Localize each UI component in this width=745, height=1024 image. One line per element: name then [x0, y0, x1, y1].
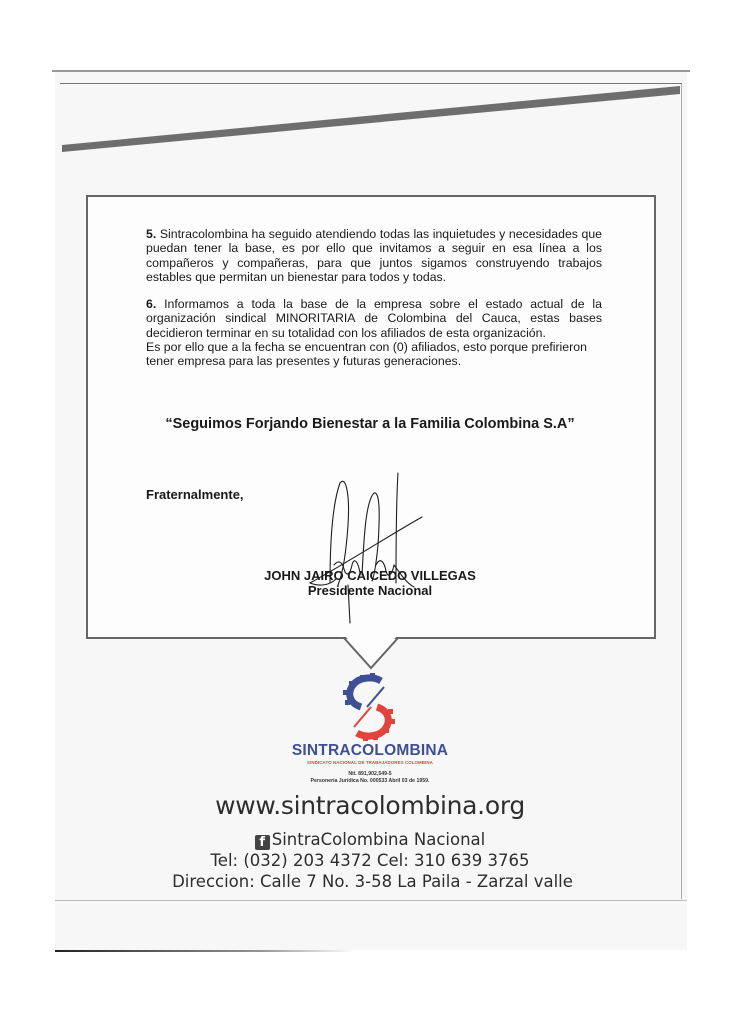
- logo-nit: Nit. 891,902,549-5: [348, 771, 392, 777]
- motto: “Seguimos Forjando Bienestar a la Familia Colombina S.A”: [165, 416, 575, 432]
- contact-phone: Tel: (032) 203 4372 Cel: 310 639 3765: [210, 851, 530, 870]
- sintracolombina-gear-logo-icon: [337, 673, 401, 741]
- scan-top-edge: [52, 70, 690, 72]
- item-5-text: Sintracolombina ha seguido atendiendo todas las inquietudes y necesidades que puedan tener la base, es por ello que invitamos a seguir en esa línea a los compañeros y compañeras, para que juntos sigamos construyendo trabajos estables que permitan un bienestar para todos y todas.: [146, 227, 602, 285]
- contact-address: Direccion: Calle 7 No. 3-58 La Paila - Zarzal valle: [172, 872, 573, 891]
- facebook-icon: f: [255, 835, 270, 850]
- signer-title: Presidente Nacional: [307, 583, 433, 598]
- facebook-page[interactable]: [160, 830, 580, 850]
- paragraph-item-5: [146, 227, 602, 285]
- paragraph-item-6-continuation: Es por ello que a la fecha se encuentran con (0) afiliados, esto porque prefirieron tener empresa para las presentes y futuras generaciones.: [146, 340, 587, 369]
- logo-subtitle: SINDICATO NACIONAL DE TRABAJADORES COLOMBINA: [307, 760, 433, 765]
- logo-personeria: Personería Jurídica No. 000533 Abril 03 de 1959.: [310, 778, 430, 784]
- page-top-rule: [60, 83, 682, 84]
- website-link[interactable]: www.sintracolombina.org: [215, 791, 525, 820]
- facebook-label: SintraColombina Nacional: [271, 830, 486, 849]
- closing-salutation: Fraternalmente,: [146, 487, 244, 502]
- scan-bottom-edge: [55, 950, 355, 952]
- item-6-number: 6.: [146, 297, 157, 311]
- item-6-text: Informamos a toda la base de la empresa sobre el estado actual de la organización sindical MINORITARIA de Colombina del Cauca, estas bases decidieron terminar en su totalidad con los afiliados de esta organización.: [146, 297, 602, 340]
- paragraph-item-6: [146, 297, 602, 340]
- item-5-number: 5.: [146, 227, 157, 241]
- logo-wordmark: SINTRACOLOMBINA: [291, 742, 449, 759]
- page-right-edge: [681, 84, 682, 899]
- page-bottom-rule: [55, 900, 687, 901]
- signer-name: JOHN JAIRO CAICEDO VILLEGAS: [264, 568, 476, 583]
